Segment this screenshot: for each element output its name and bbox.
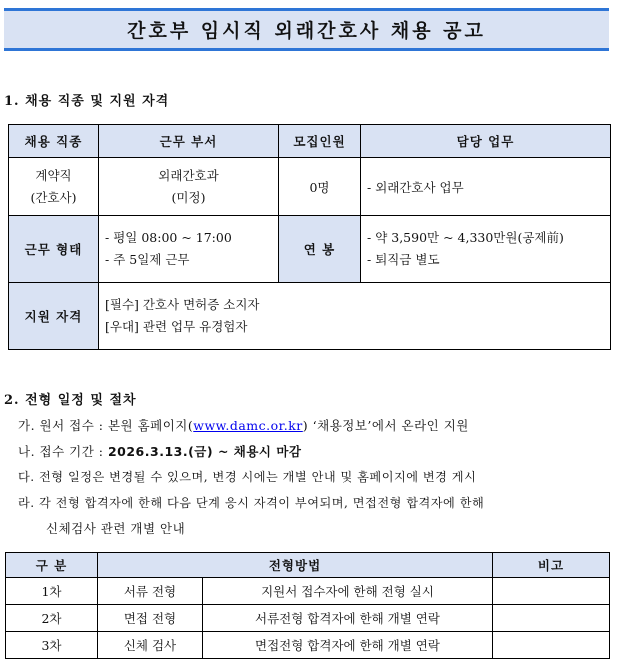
section1-heading: 1. 채용 직종 및 지원 자격 bbox=[4, 94, 170, 109]
job-type-line1: 계약직 bbox=[35, 167, 72, 183]
header-stage: 구 분 bbox=[6, 553, 98, 578]
desc-cell: 지원서 접수자에 한해 전형 실시 bbox=[203, 578, 493, 605]
method-cell: 면접 전형 bbox=[98, 605, 203, 632]
note-cell bbox=[493, 632, 610, 659]
homepage-link[interactable]: www.damc.or.kr bbox=[193, 418, 303, 433]
proc-ga-suffix: ) ‘채용정보’에서 온라인 지원 bbox=[302, 418, 469, 433]
proc-na-period: 2026.3.13.(금) ~ 채용시 마감 bbox=[107, 444, 302, 459]
table-row bbox=[9, 158, 611, 216]
desc-cell: 서류전형 합격자에 한해 개별 연락 bbox=[203, 605, 493, 632]
process-header-row bbox=[6, 553, 610, 578]
proc-na-prefix: 나. 접수 기간 : bbox=[18, 444, 108, 459]
qual-label: 지원 자격 bbox=[9, 283, 99, 350]
salary-line2: - 퇴직금 별도 bbox=[367, 252, 440, 267]
qual-line1: [필수] 간호사 면허증 소지자 bbox=[105, 297, 260, 312]
process-table bbox=[5, 552, 610, 659]
proc-na bbox=[18, 442, 302, 460]
dept-cell bbox=[99, 158, 279, 216]
header-method: 전형방법 bbox=[98, 553, 493, 578]
proc-ra1: 라. 각 전형 합격자에 한해 다음 단계 응시 자격이 부여되며, 면접전형 합격자에 한해 bbox=[18, 496, 485, 510]
job-type-cell bbox=[9, 158, 99, 216]
table-row bbox=[6, 632, 610, 659]
stage-cell: 2차 bbox=[6, 605, 98, 632]
work-line1: - 평일 08:00 ~ 17:00 bbox=[105, 230, 232, 245]
table-row bbox=[9, 216, 611, 283]
desc-cell: 면접전형 합격자에 한해 개별 연락 bbox=[203, 632, 493, 659]
page-title: 간호부 임시직 외래간호사 채용 공고 bbox=[4, 8, 609, 51]
method-cell: 신체 검사 bbox=[98, 632, 203, 659]
qual-line2: [우대] 관련 업무 유경험자 bbox=[105, 319, 248, 334]
salary-label: 연 봉 bbox=[279, 216, 361, 283]
proc-ga bbox=[18, 416, 469, 434]
work-cell bbox=[99, 216, 279, 283]
method-cell: 서류 전형 bbox=[98, 578, 203, 605]
count-cell: 0명 bbox=[279, 158, 361, 216]
salary-cell bbox=[361, 216, 611, 283]
qual-cell bbox=[99, 283, 611, 350]
table-row bbox=[6, 578, 610, 605]
header-dept: 근무 부서 bbox=[99, 125, 279, 158]
duty-cell: - 외래간호사 업무 bbox=[361, 158, 611, 216]
section2-heading: 2. 전형 일정 및 절차 bbox=[4, 393, 137, 408]
work-label: 근무 형태 bbox=[9, 216, 99, 283]
header-note: 비고 bbox=[493, 553, 610, 578]
table-header-row bbox=[9, 125, 611, 158]
proc-ga-prefix: 가. 원서 접수 : 본원 홈페이지( bbox=[18, 418, 194, 433]
note-cell bbox=[493, 605, 610, 632]
work-line2: - 주 5일제 근무 bbox=[105, 252, 190, 267]
salary-line1: - 약 3,590만 ~ 4,330만원(공제前) bbox=[367, 230, 564, 245]
note-cell bbox=[493, 578, 610, 605]
table-row bbox=[6, 605, 610, 632]
stage-cell: 1차 bbox=[6, 578, 98, 605]
dept-line1: 외래간호과 bbox=[158, 167, 219, 183]
recruit-table bbox=[8, 124, 611, 350]
job-type-line2: (간호사) bbox=[30, 189, 77, 205]
stage-cell: 3차 bbox=[6, 632, 98, 659]
proc-ra2: 신체검사 관련 개별 안내 bbox=[46, 521, 186, 536]
header-count: 모집인원 bbox=[279, 125, 361, 158]
header-duty: 담당 업무 bbox=[361, 125, 611, 158]
table-row bbox=[9, 283, 611, 350]
header-job-type: 채용 직종 bbox=[9, 125, 99, 158]
dept-line2: (미정) bbox=[171, 189, 206, 205]
proc-da: 다. 전형 일정은 변경될 수 있으며, 변경 시에는 개별 안내 및 홈페이지에 변경 게시 bbox=[18, 470, 477, 484]
